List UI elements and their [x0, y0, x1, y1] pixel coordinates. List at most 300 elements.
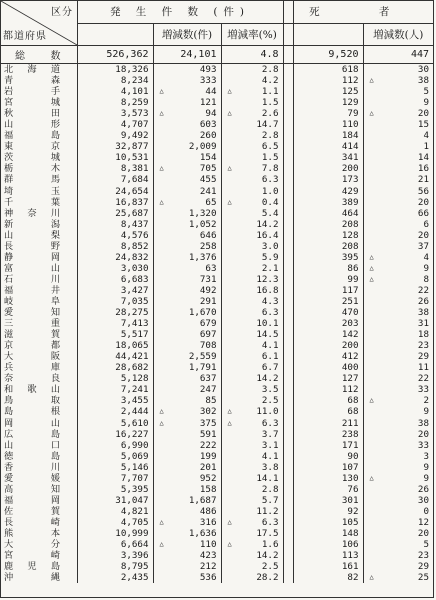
death-increase-value: 14: [417, 152, 429, 164]
death-count-subheader: [293, 23, 363, 45]
total-label: 総 数: [1, 46, 77, 64]
death-increase: [363, 395, 433, 406]
death-increase: [363, 174, 433, 185]
rate-value: 16.4: [256, 229, 279, 241]
death-count: 125: [293, 86, 363, 97]
death-increase: [363, 296, 433, 307]
death-count: 412: [293, 351, 363, 362]
death-increase-value: 38: [417, 307, 429, 319]
death-increase-value: 33: [417, 439, 429, 451]
increase-value: 121: [199, 97, 217, 109]
table-row: [1, 462, 433, 473]
decrease-triangle-icon: △: [159, 109, 164, 118]
row-gap: [283, 285, 293, 296]
occurrence-increase: [153, 484, 221, 495]
occurrence-count: 8,437: [77, 219, 153, 230]
occurrence-count: 16,227: [77, 429, 153, 440]
prefecture-label: 佐 賀: [4, 505, 60, 517]
occurrence-rate: [221, 318, 283, 329]
death-count: 79: [293, 108, 363, 119]
rate-value: 2.8: [261, 130, 279, 142]
prefecture-name: [1, 119, 77, 130]
prefecture-label: 富 山: [4, 262, 60, 274]
prefecture-name: [1, 296, 77, 307]
table-row: [1, 119, 433, 130]
occurrence-count: 3,030: [77, 263, 153, 274]
occurrence-rate: [221, 473, 283, 484]
death-increase: [363, 119, 433, 130]
rate-value: 1.5: [261, 152, 279, 164]
rate-value: 2.8: [261, 64, 279, 76]
occurrence-rate: [221, 384, 283, 395]
decrease-triangle-icon: △: [227, 418, 232, 427]
row-gap: [283, 186, 293, 197]
rate-value: 14.2: [256, 373, 279, 385]
rate-value: 14.5: [256, 329, 279, 341]
occurrence-count: 24,832: [77, 252, 153, 263]
table-row: [1, 219, 433, 230]
occurrence-increase: [153, 495, 221, 506]
prefecture-label: 岩 手: [4, 86, 60, 98]
death-increase: [363, 141, 433, 152]
prefecture-name: [1, 440, 77, 451]
row-gap: [283, 484, 293, 495]
occurrence-rate: [221, 252, 283, 263]
table-row: [1, 152, 433, 163]
rate-value: 2.8: [261, 483, 279, 495]
row-gap: [283, 75, 293, 86]
occurrence-count: 3,573: [77, 108, 153, 119]
occurrence-count: 4,707: [77, 119, 153, 130]
occurrence-rate: [221, 395, 283, 406]
total-rate: 4.8: [221, 46, 283, 64]
increase-value: 952: [199, 472, 217, 484]
occurrence-increase: [153, 572, 221, 583]
increase-value: 85: [205, 395, 217, 407]
death-count: 161: [293, 561, 363, 572]
death-increase: [363, 252, 433, 263]
table-row: [1, 550, 433, 561]
decrease-triangle-icon: △: [227, 540, 232, 549]
total-row: [1, 46, 433, 64]
prefecture-name: [1, 451, 77, 462]
table-row: [1, 539, 433, 550]
rate-value: 6.3: [261, 516, 279, 528]
decrease-triangle-icon: △: [159, 517, 164, 526]
increase-value: 316: [199, 516, 217, 528]
row-gap: [283, 561, 293, 572]
occurrence-increase: [153, 373, 221, 384]
prefecture-label: 宮 城: [4, 97, 60, 109]
decrease-triangle-icon: △: [369, 252, 374, 261]
occurrence-increase: [153, 130, 221, 141]
occurrence-rate: [221, 263, 283, 274]
decrease-triangle-icon: △: [369, 573, 374, 582]
increase-value: 222: [199, 439, 217, 451]
death-count: 200: [293, 340, 363, 351]
increase-value: 1,320: [188, 207, 217, 219]
rate-value: 1.6: [261, 539, 279, 551]
increase-value: 731: [199, 273, 217, 285]
death-increase-value: 9: [423, 97, 429, 109]
prefecture-label: 愛 知: [4, 307, 60, 319]
row-gap: [283, 340, 293, 351]
increase-value: 65: [205, 196, 217, 208]
rate-value: 6.3: [261, 417, 279, 429]
table-row: [1, 130, 433, 141]
occurrence-count: 5,128: [77, 373, 153, 384]
prefecture-name: [1, 130, 77, 141]
corner-prefecture-label: 都道府県: [3, 31, 47, 42]
increase-value: 697: [199, 329, 217, 341]
rate-value: 1.1: [261, 86, 279, 98]
occurrence-count: 2,435: [77, 572, 153, 583]
row-gap: [283, 241, 293, 252]
row-gap: [283, 550, 293, 561]
death-increase: [363, 285, 433, 296]
death-count: 341: [293, 152, 363, 163]
table-row: [1, 252, 433, 263]
death-increase-value: 4: [423, 251, 429, 263]
table-row: [1, 451, 433, 462]
decrease-triangle-icon: △: [227, 87, 232, 96]
increase-value: 493: [199, 64, 217, 76]
rate-value: 4.1: [261, 450, 279, 462]
death-increase-value: 26: [417, 483, 429, 495]
occurrence-increase: [153, 141, 221, 152]
prefecture-label: 島 根: [4, 406, 60, 418]
table-row: [1, 440, 433, 451]
table-row: [1, 86, 433, 97]
prefecture-name: [1, 395, 77, 406]
decrease-triangle-icon: △: [369, 263, 374, 272]
prefecture-label: 福 井: [4, 284, 60, 296]
death-increase-value: 4: [423, 130, 429, 142]
death-increase: [363, 64, 433, 76]
occurrence-increase: [153, 440, 221, 451]
death-increase: [363, 208, 433, 219]
occurrence-count: 28,275: [77, 307, 153, 318]
rate-value: 1.5: [261, 97, 279, 109]
occurrence-increase: [153, 75, 221, 86]
occurrence-rate: [221, 141, 283, 152]
prefecture-name: [1, 252, 77, 263]
increase-value: 291: [199, 296, 217, 307]
death-count: 414: [293, 141, 363, 152]
header-row-1: [1, 1, 433, 23]
row-gap: [283, 119, 293, 130]
prefecture-name: [1, 406, 77, 417]
occurrence-increase: [153, 307, 221, 318]
occurrence-count: 28,682: [77, 362, 153, 373]
death-increase: [363, 384, 433, 395]
prefecture-label: 千 葉: [4, 196, 60, 208]
row-gap: [283, 539, 293, 550]
occurrence-count: 9,492: [77, 130, 153, 141]
traffic-accident-table: [1, 1, 433, 583]
increase-value: 260: [199, 130, 217, 142]
prefecture-name: [1, 186, 77, 197]
prefecture-name: [1, 108, 77, 119]
death-increase: [363, 108, 433, 119]
prefecture-name: [1, 484, 77, 495]
occurrence-count: 7,413: [77, 318, 153, 329]
rate-value: 14.7: [256, 119, 279, 131]
rate-value: 2.5: [261, 395, 279, 407]
occurrence-increase: [153, 561, 221, 572]
prefecture-label: 埼 玉: [4, 185, 60, 197]
death-count: 68: [293, 395, 363, 406]
death-increase: [363, 462, 433, 473]
prefecture-name: [1, 373, 77, 384]
occurrence-count: 3,455: [77, 395, 153, 406]
occurrence-rate: [221, 429, 283, 440]
rate-value: 12.3: [256, 273, 279, 285]
occurrence-count: 8,795: [77, 561, 153, 572]
prefecture-name: [1, 362, 77, 373]
death-increase: [363, 97, 433, 108]
table-row: [1, 208, 433, 219]
prefecture-label: 鳥 取: [4, 395, 60, 407]
occurrence-increase: [153, 406, 221, 417]
death-increase: [363, 86, 433, 97]
prefecture-label: 福 岡: [4, 494, 60, 506]
prefecture-label: 高 知: [4, 483, 60, 495]
death-count: 112: [293, 75, 363, 86]
death-count: 92: [293, 506, 363, 517]
prefecture-label: 和 歌 山: [4, 384, 60, 396]
prefecture-name: [1, 418, 77, 429]
occurrence-count: 8,381: [77, 163, 153, 174]
occurrence-rate: [221, 230, 283, 241]
prefecture-name: [1, 152, 77, 163]
increase-value: 2,559: [188, 351, 217, 363]
increase-value: 1,052: [188, 218, 217, 230]
decrease-triangle-icon: △: [159, 197, 164, 206]
rate-value: 4.1: [261, 340, 279, 352]
death-increase: [363, 263, 433, 274]
death-count: 107: [293, 462, 363, 473]
rate-value: 7.8: [261, 163, 279, 175]
occurrence-increase: [153, 64, 221, 76]
prefecture-name: [1, 429, 77, 440]
death-increase-value: 30: [417, 64, 429, 76]
row-gap: [283, 495, 293, 506]
rate-value: 6.1: [261, 351, 279, 363]
death-increase-value: 29: [417, 351, 429, 363]
table-row: [1, 296, 433, 307]
prefecture-name: [1, 506, 77, 517]
decrease-triangle-icon: △: [159, 418, 164, 427]
prefecture-label: 岐 阜: [4, 296, 60, 307]
table-row: [1, 362, 433, 373]
death-count: 200: [293, 163, 363, 174]
occurrence-rate: [221, 86, 283, 97]
occurrence-rate: [221, 64, 283, 76]
table-row: [1, 517, 433, 528]
increase-value: 154: [199, 152, 217, 164]
rate-value: 3.0: [261, 240, 279, 252]
death-increase-value: 20: [417, 196, 429, 208]
occurrence-rate: [221, 373, 283, 384]
prefecture-name: [1, 351, 77, 362]
header-gap-2: [283, 23, 293, 45]
death-count: 112: [293, 384, 363, 395]
table-row: [1, 572, 433, 583]
decrease-triangle-icon: △: [227, 164, 232, 173]
decrease-triangle-icon: △: [369, 76, 374, 85]
row-gap: [283, 108, 293, 119]
prefecture-rows: [1, 64, 433, 584]
table-row: [1, 307, 433, 318]
row-gap: [283, 429, 293, 440]
occurrence-count: 8,259: [77, 97, 153, 108]
occurrence-count: 8,234: [77, 75, 153, 86]
rate-value: 11.0: [256, 406, 279, 418]
table-row: [1, 274, 433, 285]
occurrence-rate: [221, 539, 283, 550]
prefecture-label: 秋 田: [4, 108, 60, 120]
occurrence-rate: [221, 351, 283, 362]
death-increase: [363, 550, 433, 561]
occurrence-count: 6,683: [77, 274, 153, 285]
prefecture-name: [1, 528, 77, 539]
occurrence-increase: [153, 395, 221, 406]
occurrence-increase: [153, 528, 221, 539]
increase-value: 679: [199, 318, 217, 330]
decrease-triangle-icon: △: [369, 473, 374, 482]
occurrence-count: 44,421: [77, 351, 153, 362]
table-row: [1, 506, 433, 517]
table-row: [1, 230, 433, 241]
corner-header-cell: [1, 1, 77, 46]
death-increase-value: 20: [417, 108, 429, 120]
prefecture-label: 沖 縄: [4, 572, 60, 584]
increase-value: 110: [199, 539, 217, 551]
occurrence-count: 5,610: [77, 418, 153, 429]
death-increase-value: 16: [417, 163, 429, 175]
death-increase-value: 18: [417, 329, 429, 341]
death-increase-value: 3: [423, 450, 429, 462]
occurrence-rate: [221, 75, 283, 86]
table-row: [1, 163, 433, 174]
death-increase: [363, 572, 433, 583]
decrease-triangle-icon: △: [227, 407, 232, 416]
row-gap: [283, 517, 293, 528]
increase-value: 1,791: [188, 362, 217, 374]
occurrence-count: 4,705: [77, 517, 153, 528]
occurrence-increase: [153, 473, 221, 484]
occurrence-increase: [153, 429, 221, 440]
table-row: [1, 263, 433, 274]
death-count: 251: [293, 296, 363, 307]
death-increase: [363, 451, 433, 462]
death-increase-value: 33: [417, 384, 429, 396]
occurrence-increase: [153, 539, 221, 550]
death-increase: [363, 318, 433, 329]
decrease-triangle-icon: △: [227, 197, 232, 206]
table-row: [1, 528, 433, 539]
occurrence-rate: [221, 418, 283, 429]
prefecture-label: 奈 良: [4, 373, 60, 385]
occurrence-rate: [221, 285, 283, 296]
death-count: 148: [293, 528, 363, 539]
death-increase-value: 29: [417, 561, 429, 573]
rate-value: 14.1: [256, 472, 279, 484]
occurrence-count: 5,395: [77, 484, 153, 495]
row-gap: [283, 208, 293, 219]
death-count: 128: [293, 230, 363, 241]
death-increase: [363, 561, 433, 572]
rate-value: 2.1: [261, 262, 279, 274]
occurrence-rate: [221, 186, 283, 197]
increase-value: 375: [199, 417, 217, 429]
row-gap: [283, 362, 293, 373]
increase-value: 63: [205, 262, 217, 274]
row-gap: [283, 473, 293, 484]
death-increase: [363, 340, 433, 351]
table-row: [1, 561, 433, 572]
death-increase-value: 12: [417, 516, 429, 528]
occurrence-rate: [221, 462, 283, 473]
rate-value: 3.8: [261, 461, 279, 473]
row-gap: [283, 462, 293, 473]
death-count: 82: [293, 572, 363, 583]
occurrence-rate: [221, 406, 283, 417]
occurrence-increase: [153, 97, 221, 108]
occurrence-increase: [153, 219, 221, 230]
death-increase-value: 20: [417, 428, 429, 440]
death-count: 171: [293, 440, 363, 451]
occurrence-count: 7,684: [77, 174, 153, 185]
occurrence-increase: [153, 208, 221, 219]
prefecture-name: [1, 307, 77, 318]
occurrence-count: 6,664: [77, 539, 153, 550]
occurrence-rate: [221, 451, 283, 462]
increase-value: 44: [205, 86, 217, 98]
table-row: [1, 429, 433, 440]
prefecture-label: 北 海 道: [4, 64, 60, 76]
row-gap: [283, 252, 293, 263]
occurrence-rate: [221, 130, 283, 141]
table-row: [1, 373, 433, 384]
occurrence-count: 5,517: [77, 329, 153, 340]
prefecture-label: 愛 媛: [4, 472, 60, 484]
death-count: 129: [293, 97, 363, 108]
occurrence-rate: [221, 362, 283, 373]
table-row: [1, 174, 433, 185]
death-increase-value: 9: [423, 406, 429, 418]
prefecture-name: [1, 473, 77, 484]
prefecture-label: 栃 木: [4, 163, 60, 175]
death-increase: [363, 406, 433, 417]
occurrence-increase: [153, 263, 221, 274]
death-increase-value: 23: [417, 340, 429, 352]
prefecture-name: [1, 561, 77, 572]
prefecture-label: 長 野: [4, 240, 60, 252]
occurrence-rate: [221, 572, 283, 583]
death-count: 130: [293, 473, 363, 484]
death-count: 99: [293, 274, 363, 285]
occurrence-increase: [153, 517, 221, 528]
occurrence-rate: [221, 329, 283, 340]
occurrence-increase: [153, 241, 221, 252]
row-gap: [283, 86, 293, 97]
row-gap: [283, 506, 293, 517]
occurrence-rate: [221, 440, 283, 451]
table-row: [1, 495, 433, 506]
occurrence-increase: [153, 108, 221, 119]
